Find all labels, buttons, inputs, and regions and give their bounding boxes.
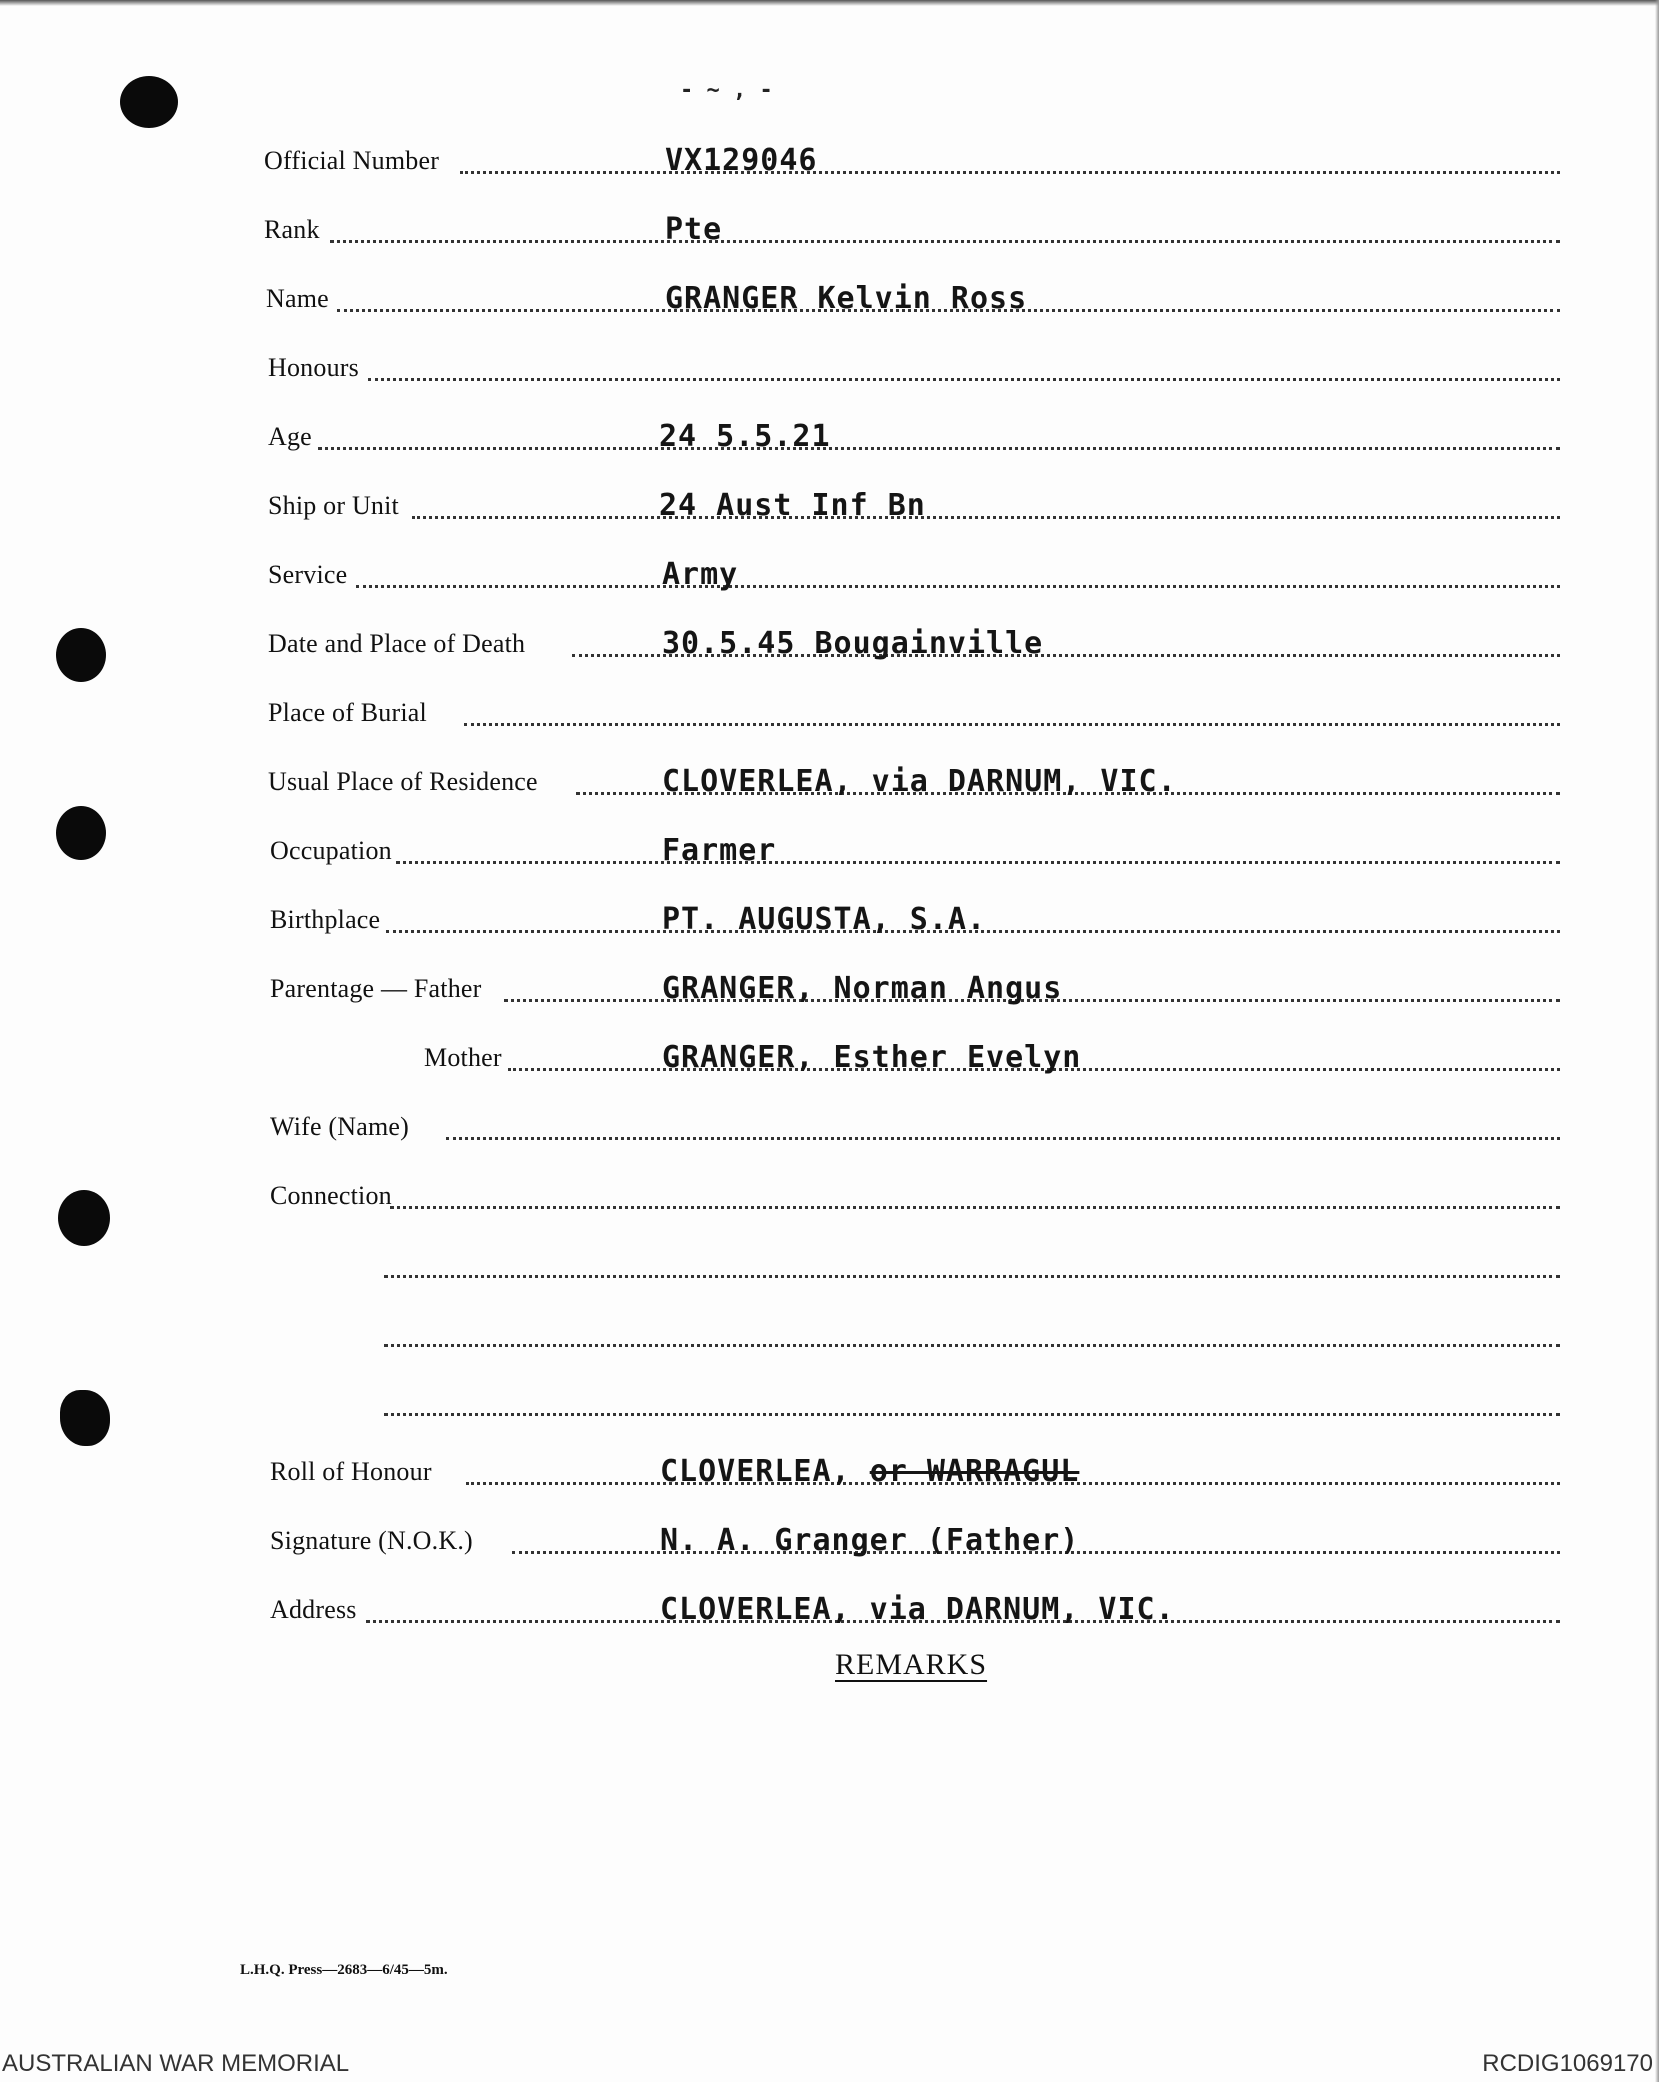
punch-hole [60,1390,110,1446]
field-name [262,278,1560,318]
roll-of-honour-struck-value: or WARRAGUL [869,1454,1080,1489]
field-value: CLOVERLEA, via DARNUM, VIC. [662,764,1177,799]
field-value: GRANGER Kelvin Ross [665,281,1028,316]
punch-hole [58,1190,110,1246]
field-ship-or-unit [264,485,1560,525]
field-label: Rank [264,215,320,244]
top-marks: - ~ , - [680,78,773,103]
archive-footer-left: AUSTRALIAN WAR MEMORIAL [2,2050,350,2077]
field-mother [266,1037,1560,1077]
remarks-heading: REMARKS [835,1648,988,1681]
field-value: Pte [665,212,723,247]
field-value: PT. AUGUSTA, S.A. [662,902,987,937]
connection-line [384,1244,1560,1284]
field-value: GRANGER, Esther Evelyn [662,1040,1082,1075]
field-label: Address [270,1595,357,1624]
scan-edge-top [0,0,1659,6]
punch-hole [56,628,106,682]
dotted-line [464,723,1560,726]
field-label: Connection [270,1181,392,1210]
dotted-line [412,516,1560,519]
connection-line [384,1382,1560,1422]
field-age [264,416,1560,456]
dotted-line [390,1206,1560,1209]
archive-footer-right: RCDIG1069170 [1482,2050,1653,2077]
dotted-line [384,1413,1560,1416]
field-label: Roll of Honour [270,1457,432,1486]
field-value: 24 5.5.21 [659,419,831,454]
dotted-line [318,447,1560,450]
field-label: Place of Burial [268,698,427,727]
field-honours [264,347,1560,387]
field-label: Honours [268,353,359,382]
dotted-line [396,861,1560,864]
field-official-number [260,140,1560,180]
field-date-place-death [264,623,1560,663]
field-connection [266,1175,1560,1215]
field-value: VX129046 [665,143,818,178]
punch-hole [120,76,178,128]
field-place-of-burial [264,692,1560,732]
dotted-line [356,585,1560,588]
field-value [660,1454,1079,1489]
field-label: Parentage — Father [270,974,482,1003]
connection-line [384,1313,1560,1353]
dotted-line [384,1275,1560,1278]
punch-hole [56,806,106,860]
field-label: Mother [424,1043,502,1072]
field-label: Usual Place of Residence [268,767,538,796]
field-signature-nok [266,1520,1560,1560]
field-father [266,968,1560,1008]
field-value: 24 Aust Inf Bn [659,488,926,523]
field-label: Ship or Unit [268,491,399,520]
field-value: CLOVERLEA, via DARNUM, VIC. [660,1592,1175,1627]
scan-edge-right [1655,0,1659,2082]
field-address [266,1589,1560,1629]
dotted-line [460,171,1560,174]
print-code: L.H.Q. Press—2683—6/45—5m. [240,1962,448,1978]
field-label: Name [266,284,329,313]
field-label: Wife (Name) [270,1112,410,1141]
field-rank [260,209,1560,249]
roll-of-honour-value: CLOVERLEA, [660,1454,851,1489]
dotted-line [330,240,1560,243]
dotted-line [384,1344,1560,1347]
field-value: N. A. Granger (Father) [660,1523,1080,1558]
field-label: Date and Place of Death [268,629,526,658]
field-label: Signature (N.O.K.) [270,1526,473,1555]
field-wife [266,1106,1560,1146]
field-roll-of-honour [266,1451,1560,1491]
dotted-line [446,1137,1560,1140]
field-label: Official Number [264,146,440,175]
field-label: Occupation [270,836,392,865]
field-label: Service [268,560,348,589]
field-birthplace [266,899,1560,939]
dotted-line [368,378,1560,381]
field-usual-residence [264,761,1560,801]
field-service [264,554,1560,594]
field-value: Army [662,557,739,592]
field-value: Farmer [662,833,777,868]
field-label: Age [268,422,312,451]
field-value: 30.5.45 Bougainville [662,626,1044,661]
field-label: Birthplace [270,905,381,934]
field-occupation [266,830,1560,870]
field-value: GRANGER, Norman Angus [662,971,1063,1006]
